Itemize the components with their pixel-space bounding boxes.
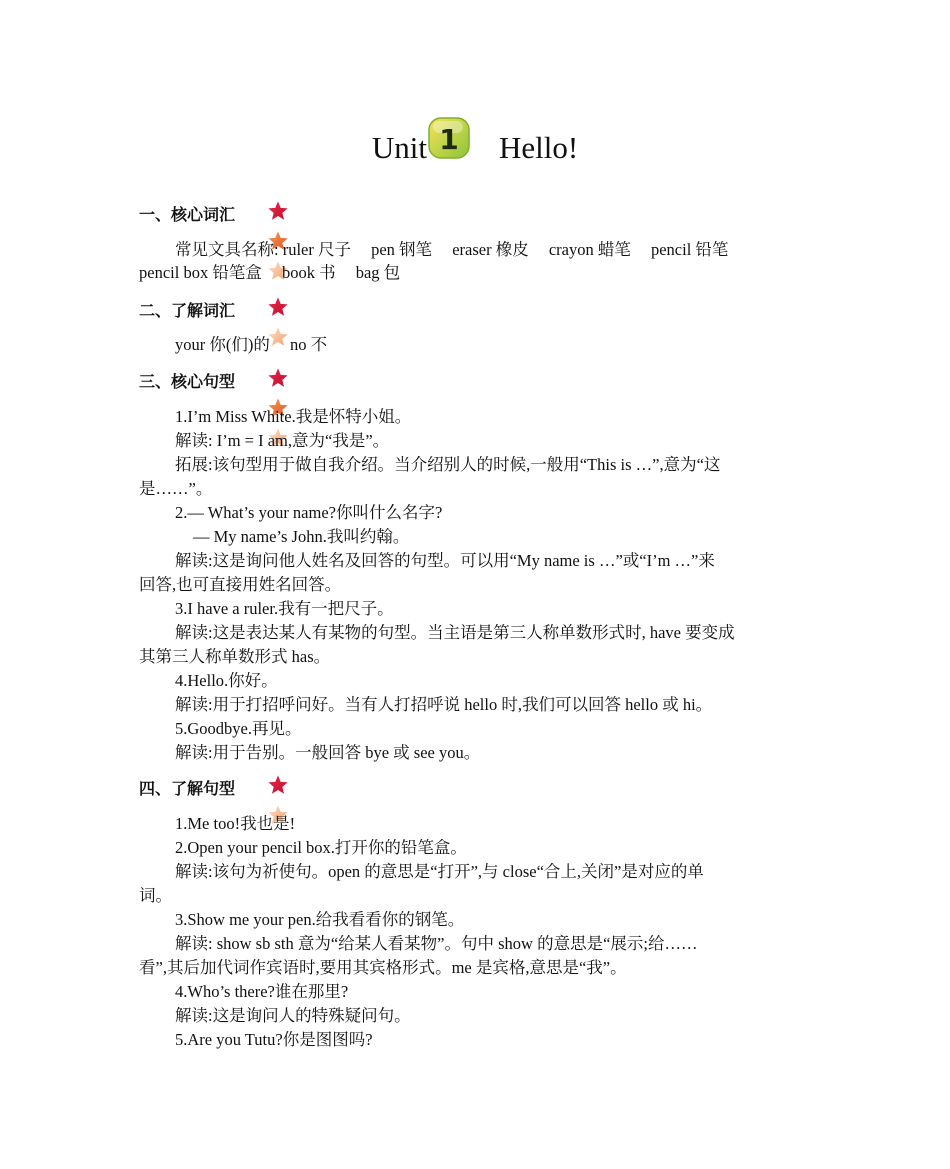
- page-title: [0, 116, 950, 163]
- text-line: 解读: I’m = I am,意为“我是”。: [175, 431, 390, 450]
- difficulty-stars: [267, 296, 292, 322]
- difficulty-stars: [267, 367, 292, 393]
- text-line: 1.I’m Miss White.我是怀特小姐。: [175, 407, 412, 426]
- difficulty-stars: [267, 200, 292, 226]
- vocab-item: bag 包: [355, 263, 401, 282]
- section-heading-text: 一、核心词汇: [139, 205, 236, 224]
- text-line: 是……”。: [139, 479, 213, 498]
- section-heading-core-vocabulary: [139, 202, 235, 228]
- section-heading-text: 四、了解句型: [139, 779, 236, 798]
- section-heading-understand-sentences: [139, 776, 235, 802]
- title-unit: Unit: [371, 130, 427, 165]
- text-line: 4.Hello.你好。: [175, 671, 278, 690]
- section-heading-text: 二、了解词汇: [139, 301, 236, 320]
- unit-number: 1: [439, 123, 459, 156]
- text-line: 解读:该句为祈使句。open 的意思是“打开”,与 close“合上,关闭”是对应的单: [175, 862, 704, 881]
- text-line: — My name’s John.我叫约翰。: [193, 527, 410, 546]
- section-heading-text: 三、核心句型: [139, 372, 236, 391]
- star-red-icon: [267, 367, 289, 389]
- title-hello: Hello!: [498, 130, 579, 165]
- vocab-item: no 不: [289, 335, 328, 354]
- text-line: 解读:用于打招呼问好。当有人打招呼说 hello 时,我们可以回答 hello 或 hi。: [175, 695, 713, 714]
- text-line: 3.Show me your pen.给我看看你的钢笔。: [175, 910, 465, 929]
- text-line: 1.Me too!我也是!: [175, 814, 296, 833]
- text-line: 3.I have a ruler.我有一把尺子。: [175, 599, 394, 618]
- text-line: 其第三人称单数形式 has。: [139, 647, 331, 666]
- text-line: 回答,也可直接用姓名回答。: [139, 575, 342, 594]
- text-line: 4.Who’s there?谁在那里?: [175, 982, 349, 1001]
- vocab-item: book 书: [281, 263, 336, 282]
- vocab-item: crayon 蜡笔: [548, 240, 631, 259]
- text-line: 解读: show sb sth 意为“给某人看某物”。句中 show 的意思是“展示;给……: [175, 934, 698, 953]
- text-line: 2.— What’s your name?你叫什么名字?: [175, 503, 443, 522]
- star-red-icon: [267, 296, 289, 318]
- vocab-line: [139, 261, 819, 285]
- vocab-item: pencil 铅笔: [650, 240, 729, 259]
- text-line: 拓展:该句型用于做自我介绍。当介绍别人的时候,一般用“This is …”,意为“这: [175, 455, 721, 474]
- vocab-line: [139, 333, 855, 357]
- star-red-icon: [267, 200, 289, 222]
- section-heading-understand-vocabulary: [139, 298, 235, 324]
- difficulty-stars: [267, 774, 292, 800]
- star-red-icon: [267, 774, 289, 796]
- vocab-line: [139, 238, 855, 262]
- vocab-item: 常见文具名称: ruler 尺子: [175, 240, 351, 259]
- vocab-item: pen 钢笔: [371, 240, 433, 259]
- text-line: 解读:这是表达某人有某物的句型。当主语是第三人称单数形式时, have 要变成: [175, 623, 735, 642]
- section-heading-core-sentences: [139, 369, 235, 395]
- vocab-item: eraser 橡皮: [452, 240, 529, 259]
- vocab-item: pencil box 铅笔盒: [139, 263, 262, 282]
- text-line: 解读:这是询问他人姓名及回答的句型。可以用“My name is …”或“I’m …”来: [175, 551, 715, 570]
- text-line: 5.Are you Tutu?你是图图吗?: [175, 1030, 373, 1049]
- vocab-item: your 你(们)的: [175, 335, 270, 354]
- text-line: 解读:这是询问人的特殊疑问句。: [175, 1006, 411, 1025]
- unit-number-badge-icon: [427, 116, 471, 160]
- text-line: 看”,其后加代词作宾语时,要用其宾格形式。me 是宾格,意思是“我”。: [139, 958, 627, 977]
- text-line: 2.Open your pencil box.打开你的铅笔盒。: [175, 838, 467, 857]
- text-line: 5.Goodbye.再见。: [175, 719, 302, 738]
- text-line: 词。: [139, 886, 172, 905]
- text-line: 解读:用于告别。一般回答 bye 或 see you。: [175, 743, 481, 762]
